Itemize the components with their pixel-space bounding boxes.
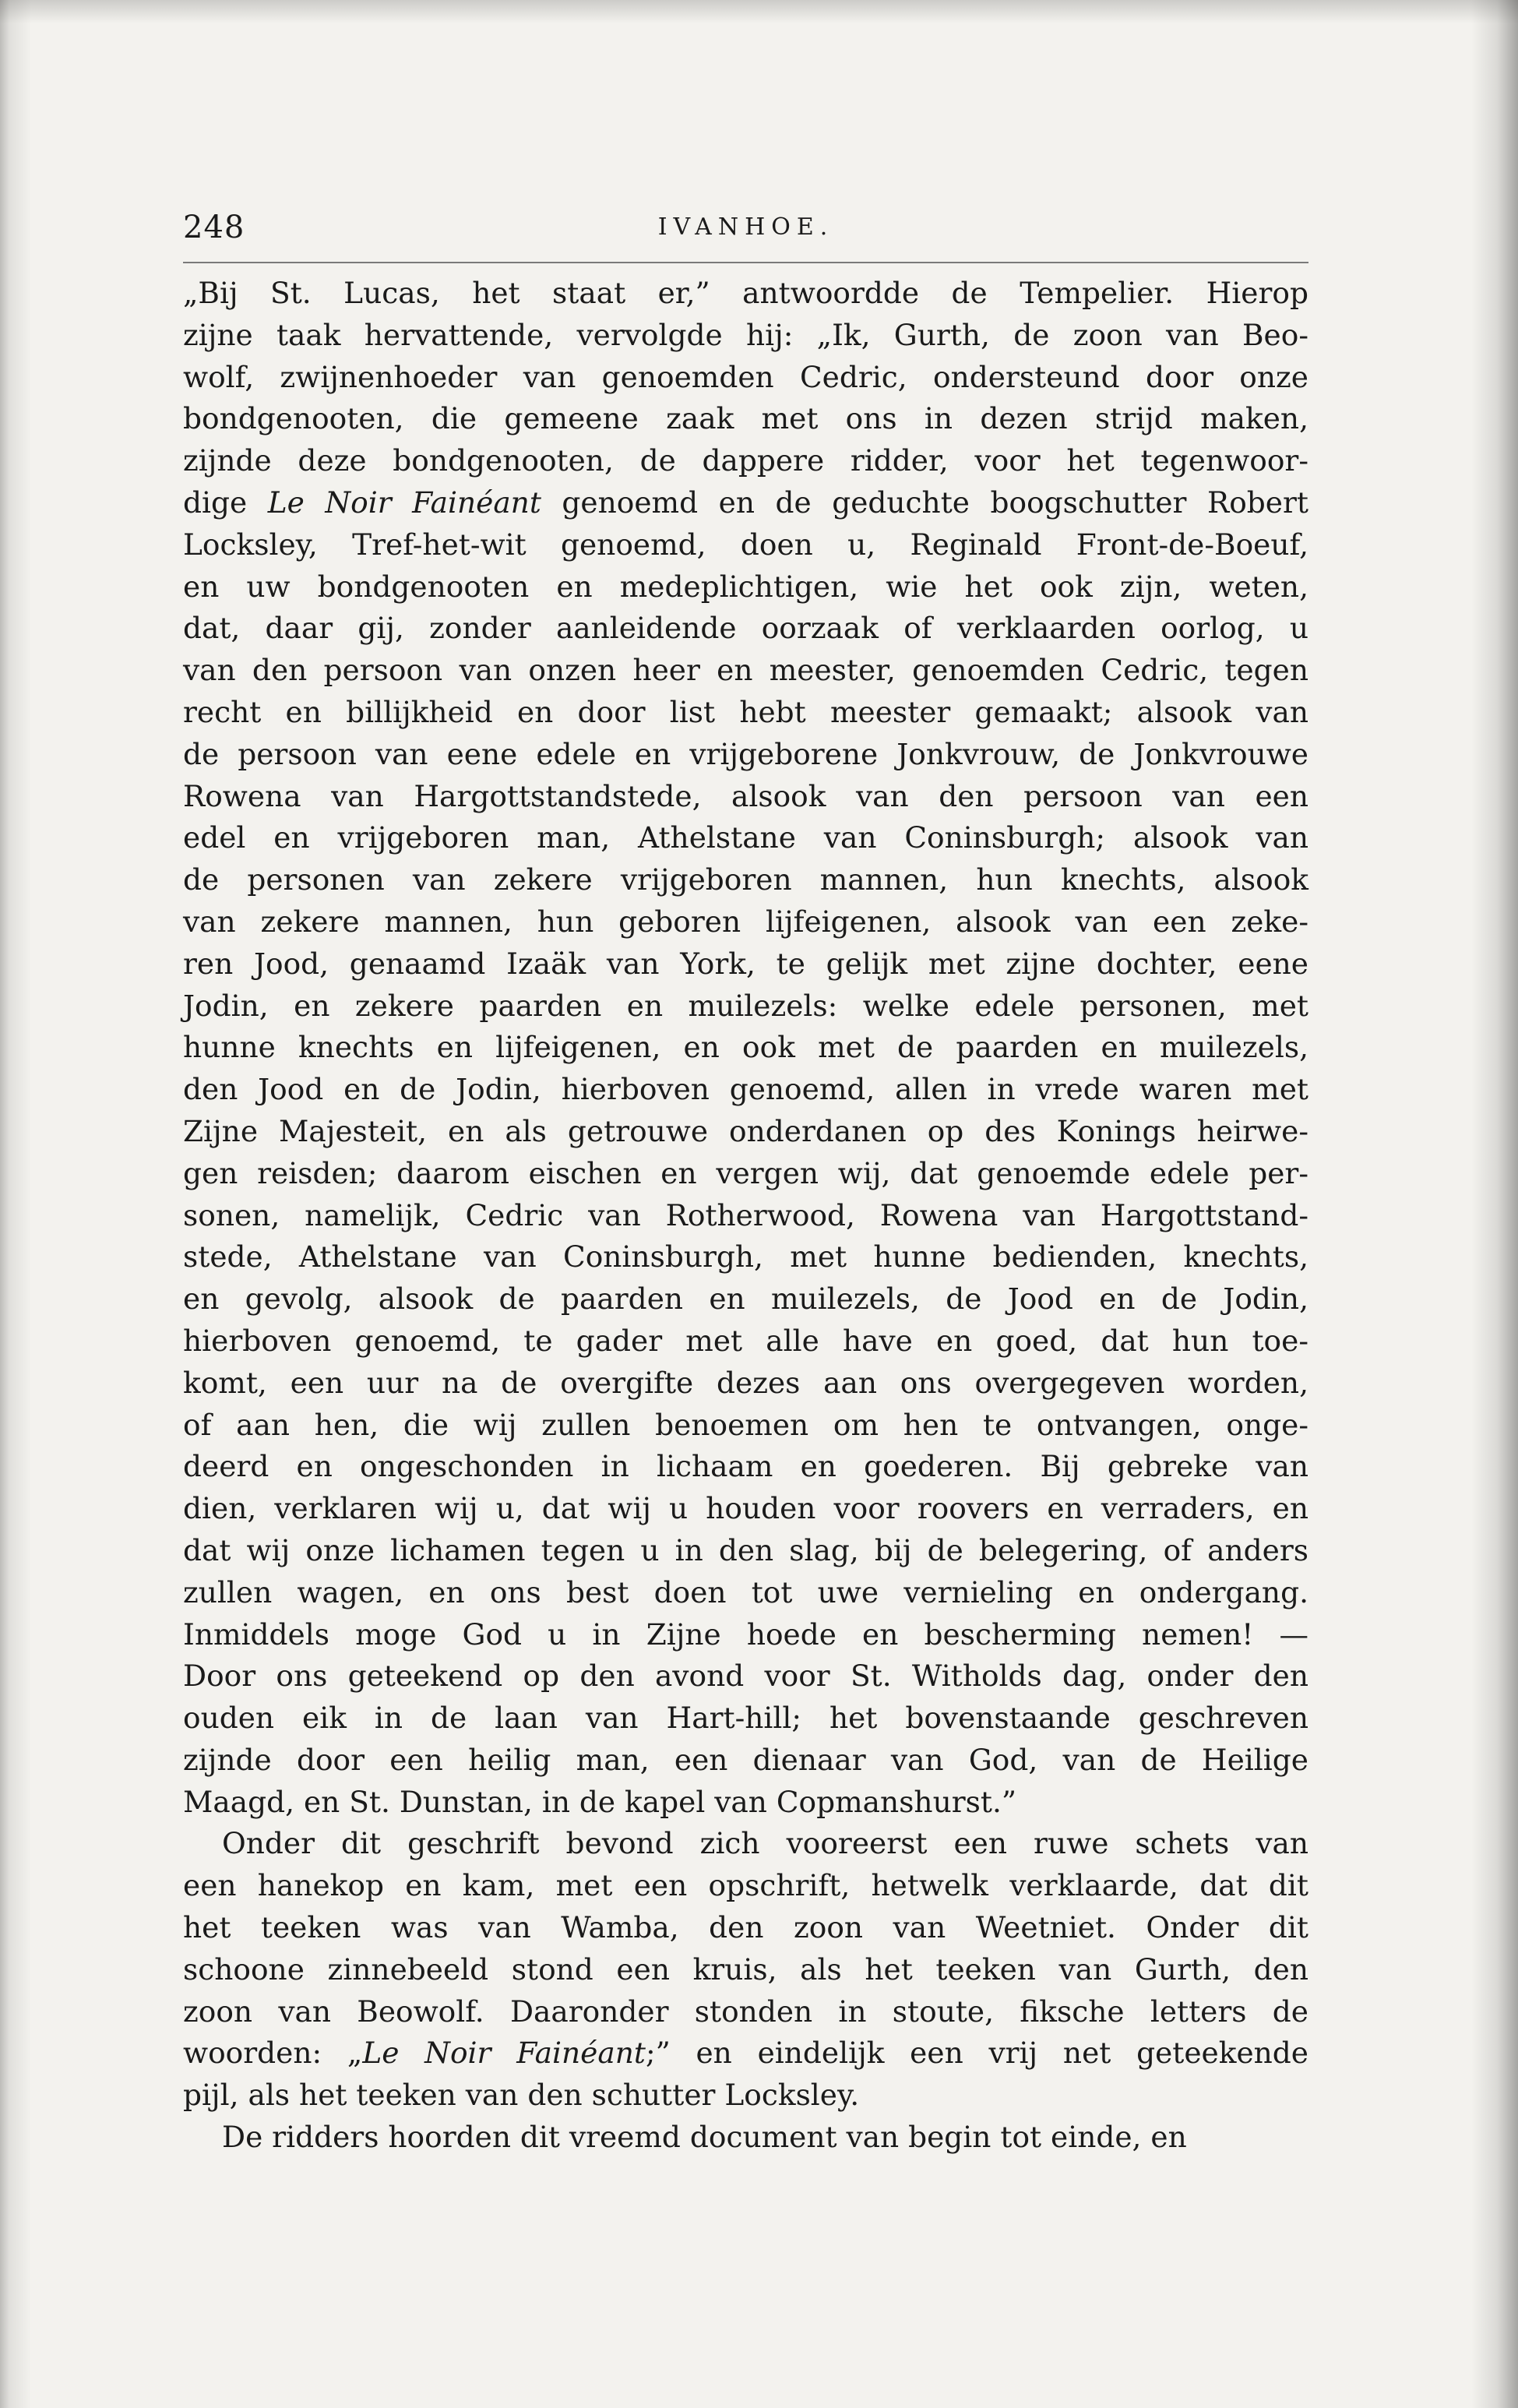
scan-shadow-left bbox=[0, 0, 31, 2408]
text-line: dat, daar gij, zonder aanleidende oorzaak of verklaarden oorlog, u bbox=[183, 611, 1308, 646]
text-line: de personen van zekere vrijgeboren mannen, hun knechts, alsook bbox=[183, 862, 1308, 897]
text-line: bondgenooten, die gemeene zaak met ons in dezen strijd maken, bbox=[183, 401, 1308, 436]
text-line: woorden: „Le Noir Fainéant;” en eindelijk een vrij net geteekende bbox=[183, 2036, 1308, 2071]
text-line: edel en vrijgeboren man, Athelstane van Coninsburgh; alsook van bbox=[183, 820, 1308, 855]
header-rule bbox=[183, 262, 1308, 263]
text-line: pijl, als het teeken van den schutter Locksley. bbox=[183, 2078, 860, 2113]
page-number: 248 bbox=[183, 210, 245, 245]
text-line: hunne knechts en lijfeigenen, en ook met de paarden en muilezels, bbox=[183, 1030, 1308, 1065]
running-title: IVANHOE. bbox=[657, 213, 834, 241]
scan-shadow-right bbox=[1471, 0, 1518, 2408]
text-line: van den persoon van onzen heer en meester, genoemden Cedric, tegen bbox=[183, 653, 1308, 688]
text-line: komt, een uur na de overgifte dezes aan ons overgegeven worden, bbox=[183, 1365, 1308, 1400]
italic-text: Le Noir Fainéant bbox=[362, 2036, 646, 2071]
text-line: hierboven genoemd, te gader met alle have en goed, dat hun toe- bbox=[183, 1323, 1308, 1358]
text-line: „Bij St. Lucas, het staat er,” antwoordde de Tempelier. Hierop bbox=[183, 276, 1308, 310]
text-line: ren Jood, genaamd Izaäk van York, te gelijk met zijne dochter, eene bbox=[183, 946, 1308, 981]
text-line: en gevolg, alsook de paarden en muilezels, de Jood en de Jodin, bbox=[183, 1282, 1308, 1317]
paragraph bbox=[183, 2117, 1308, 2159]
running-head bbox=[183, 204, 1308, 251]
text-line: deerd en ongeschonden in lichaam en goederen. Bij gebreke van bbox=[183, 1449, 1308, 1484]
text-line: van zekere mannen, hun geboren lijfeigenen, alsook van een zeke- bbox=[183, 904, 1308, 939]
body-text bbox=[183, 273, 1308, 2159]
text-line: wolf, zwijnenhoeder van genoemden Cedric, ondersteund door onze bbox=[183, 359, 1308, 394]
text-line: de persoon van eene edele en vrijgeborene Jonkvrouw, de Jonkvrouwe bbox=[183, 736, 1308, 771]
text-line: zullen wagen, en ons best doen tot uwe vernieling en ondergang. bbox=[183, 1574, 1308, 1609]
text-line: dien, verklaren wij u, dat wij u houden voor roovers en verraders, en bbox=[183, 1491, 1308, 1526]
text-line: Inmiddels moge God u in Zijne hoede en bescherming nemen! — bbox=[183, 1616, 1308, 1652]
text-line: Jodin, en zekere paarden en muilezels: welke edele personen, met bbox=[183, 988, 1308, 1023]
text-line: zoon van Beowolf. Daaronder stonden in stoute, fiksche letters de bbox=[183, 1994, 1308, 2029]
text-line: schoone zinnebeeld stond een kruis, als het teeken van Gurth, den bbox=[183, 1951, 1308, 1987]
text-line: den Jood en de Jodin, hierboven genoemd, allen in vrede waren met bbox=[183, 1072, 1308, 1107]
text-line: De ridders hoorden dit vreemd document van begin tot einde, en bbox=[222, 2120, 1187, 2155]
text-line: dige Le Noir Fainéant genoemd en de geduchte boogschutter Robert bbox=[183, 485, 1308, 520]
paragraph bbox=[183, 1823, 1308, 2117]
text-line: Onder dit geschrift bevond zich vooreerst een ruwe schets van bbox=[222, 1826, 1308, 1861]
scan-shadow-top bbox=[0, 0, 1518, 23]
italic-text: Le Noir Fainéant bbox=[267, 485, 541, 520]
text-line: Maagd, en St. Dunstan, in de kapel van Copmanshurst.” bbox=[183, 1784, 1017, 1819]
text-line: Zijne Majesteit, en als getrouwe onderdanen op des Konings heirwe- bbox=[183, 1113, 1308, 1148]
text-line: dat wij onze lichamen tegen u in den slag, bij de belegering, of anders bbox=[183, 1532, 1308, 1567]
text-line: gen reisden; daarom eischen en vergen wij, dat genoemde edele per- bbox=[183, 1155, 1308, 1190]
text-line: een hanekop en kam, met een opschrift, hetwelk verklaarde, dat dit bbox=[183, 1868, 1308, 1903]
text-line: stede, Athelstane van Coninsburgh, met hunne bedienden, knechts, bbox=[183, 1239, 1308, 1275]
text-line: zijnde door een heilig man, een dienaar van God, van de Heilige bbox=[183, 1742, 1308, 1777]
text-line: Locksley, Tref-het-wit genoemd, doen u, Reginald Front-de-Boeuf, bbox=[183, 527, 1308, 562]
text-line: recht en billijkheid en door list hebt meester gemaakt; alsook van bbox=[183, 694, 1308, 729]
text-line: Door ons geteekend op den avond voor St. Witholds dag, onder den bbox=[183, 1659, 1308, 1694]
text-line: zijnde deze bondgenooten, de dappere ridder, voor het tegenwoor- bbox=[183, 443, 1308, 478]
text-line: Rowena van Hargottstandstede, alsook van den persoon van een bbox=[183, 778, 1308, 813]
paragraph bbox=[183, 273, 1308, 1823]
text-line: het teeken was van Wamba, den zoon van Weetniet. Onder dit bbox=[183, 1910, 1308, 1945]
text-line: of aan hen, die wij zullen benoemen om hen te ontvangen, onge- bbox=[183, 1407, 1308, 1442]
text-line: sonen, namelijk, Cedric van Rotherwood, Rowena van Hargottstand- bbox=[183, 1197, 1308, 1232]
text-line: ouden eik in de laan van Hart-hill; het bovenstaande geschreven bbox=[183, 1701, 1308, 1736]
text-line: en uw bondgenooten en medeplichtigen, wie het ook zijn, weten, bbox=[183, 569, 1308, 604]
text-line: zijne taak hervattende, vervolgde hij: „Ik, Gurth, de zoon van Beo- bbox=[183, 317, 1308, 352]
